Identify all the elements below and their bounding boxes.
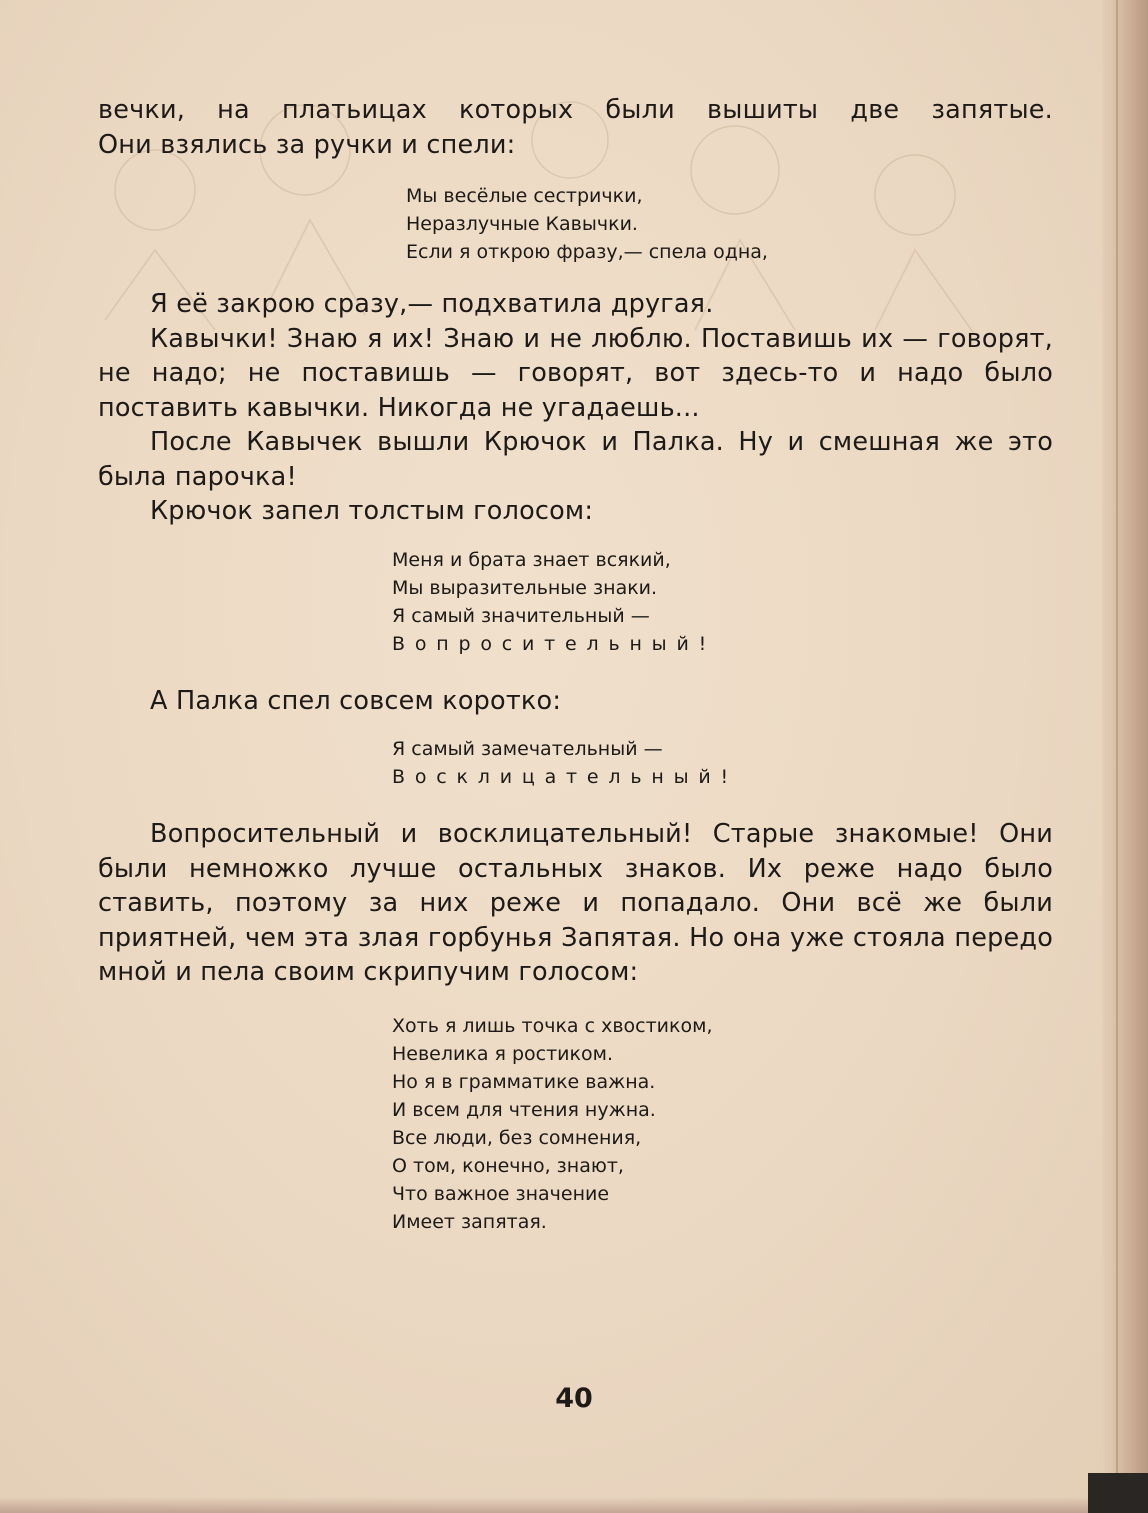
verse-line: Но я в грамматике важна.	[392, 1070, 656, 1093]
verse-line: О том, конечно, знают,	[392, 1154, 624, 1177]
page-text	[98, 93, 1053, 1236]
verse-line: Я самый значительный —	[392, 604, 650, 627]
verse-exclamation-mark	[392, 735, 1053, 791]
verse-line: Восклицательный!	[392, 766, 738, 788]
prose-line: Они взялись за ручки и спели:	[98, 129, 516, 160]
verse-line: Неразлучные Кавычки.	[406, 213, 638, 235]
prose-line: вечки, на платьицах которых были вышиты две запятые.	[98, 95, 1053, 125]
paragraph: Вопросительный и восклицательный! Старые знакомые! Они были немножко лучше остальных знаков. Их реже надо было ставить, поэтому за них реже и попадало. Они всё же были приятней, чем эта злая горбунья Запятая. Но она уже стояла передо мной и пела своим скрипучим голосом:	[98, 819, 1053, 987]
verse-question-mark	[392, 546, 1053, 658]
paragraph: Я её закрою сразу,— подхватила другая.	[150, 289, 714, 319]
paragraph: Кавычки! Знаю я их! Знаю и не люблю. Поставишь их — говорят, не надо; не поставишь — говорят, вот здесь-то и надо было поставить кавычки. Никогда не угадаешь...	[98, 323, 1053, 423]
paragraph: После Кавычек вышли Крючок и Палка. Ну и смешная же это была парочка!	[98, 427, 1053, 492]
verse-line: Что важное значение	[392, 1182, 610, 1205]
verse-line: Хоть я лишь точка с хвостиком,	[392, 1014, 713, 1037]
verse-line: Невелика я ростиком.	[392, 1042, 614, 1065]
page-bottom-shadow	[0, 1497, 1148, 1513]
verse-comma	[392, 1012, 1053, 1236]
verse-line: Имеет запятая.	[392, 1210, 547, 1233]
verse-line: Мы весёлые сестрички,	[406, 185, 643, 207]
verse-line: Мы выразительные знаки.	[392, 576, 658, 599]
paragraph: Крючок запел толстым голосом:	[150, 496, 594, 526]
verse-line: Меня и брата знает всякий,	[392, 548, 671, 571]
spine-fold-line	[1116, 0, 1118, 1513]
verse-line: Все люди, без сомнения,	[392, 1126, 642, 1149]
page-number: 40	[555, 1383, 593, 1414]
book-spine	[1102, 0, 1148, 1513]
verse-line: Вопросительный!	[392, 632, 717, 655]
verse-quotes	[406, 182, 1053, 266]
verse-line: Если я открою фразу,— спела одна,	[406, 241, 768, 263]
verse-line: И всем для чтения нужна.	[392, 1098, 656, 1121]
page-corner-shadow	[1088, 1473, 1148, 1513]
verse-line: Я самый замечательный —	[392, 738, 663, 760]
paragraph: А Палка спел совсем коротко:	[150, 685, 562, 716]
